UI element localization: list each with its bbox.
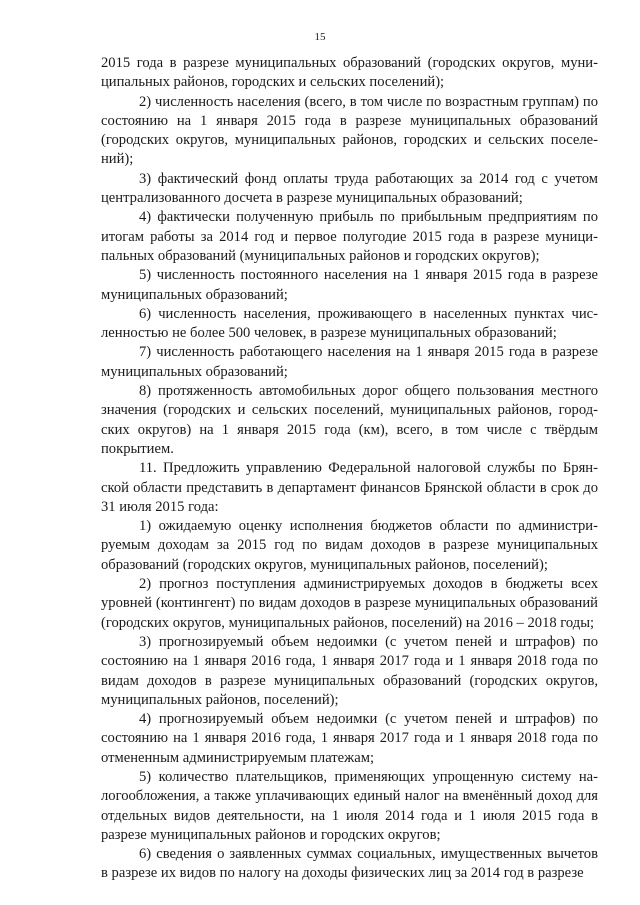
paragraph-section-11-item-4: 4) прогнозируемый объем недоимки (с учетом пеней и штрафов) по состоянию на 1 января 2016 года, 1 января 2017 года и 1 января 2018 года по отмененным администрируемым платежам;	[101, 711, 598, 766]
paragraph-section-11-item-6: 6) сведения о заявленных суммах социальных, имущественных вычетов в разрезе их видов по налогу на доходы физических лиц за 2014 год в разрезе	[101, 846, 598, 882]
paragraph-item-6-small-settlements: 6) численность населения, проживающего в населенных пунктах численностью не более 500 человек, в разрезе муниципальных образований;	[101, 305, 598, 342]
paragraph-section-11-item-3: 3) прогнозируемый объем недоимки (с учетом пеней и штрафов) по состоянию на 1 января 2016 года, 1 января 2017 года и 1 января 2018 года по видам доходов в разрезе муниципальных образований (городских округов, муниципальных районов, поселений);	[101, 633, 598, 708]
paragraph-item-4-profit: 4) фактически полученную прибыль по прибыльным предприятиям по итогам работы за 2014 год и первое полугодие 2015 года в разрезе муниципальных образований (муниципальных районов и городских округов);	[101, 209, 598, 264]
paragraph-item-3-wage-fund: 3) фактический фонд оплаты труда работающих за 2014 год с учетом централизованного досчета в разрезе муниципальных образований;	[101, 170, 598, 207]
paragraph-continuation: 2015 года в разрезе муниципальных образований (городских округов, муниципальных районов, городских и сельских поселений);	[101, 55, 598, 91]
document-body	[101, 54, 598, 884]
paragraph-item-5-permanent-population: 5) численность постоянного населения на 1 января 2015 года в разрезе муниципальных образований;	[101, 267, 598, 303]
page-number: 15	[314, 31, 326, 43]
paragraph-section-11: 11. Предложить управлению Федеральной налоговой службы по Брянской области представить в департамент финансов Брянской области в срок до 31 июля 2015 года:	[101, 460, 598, 515]
paragraph-section-11-item-1: 1) ожидаемую оценку исполнения бюджетов области по администрируемым доходам за 2015 год по видам доходов в разрезе муниципальных образований (городских округов, муниципальных районов, поселений);	[101, 518, 598, 573]
paragraph-item-2-population: 2) численность населения (всего, в том числе по возрастным группам) по состоянию на 1 января 2015 года в разрезе муниципальных образований (городских округов, муниципальных районов, городских и сельских поселений);	[101, 93, 598, 168]
paragraph-item-7-working-population: 7) численность работающего населения на 1 января 2015 года в разрезе муниципальных образований;	[101, 344, 598, 380]
paragraph-item-8-roads: 8) протяженность автомобильных дорог общего пользования местного значения (городских и сельских поселений, муниципальных районов, городских округов) на 1 января 2015 года (км), всего, в том числе с твёрдым покрытием.	[101, 383, 598, 457]
paragraph-section-11-item-2: 2) прогноз поступления администрируемых доходов в бюджеты всех уровней (контингент) по видам доходов в разрезе муниципальных образований (городских округов, муниципальных районов, поселений) на 2016 – 2018 годы;	[101, 576, 598, 631]
paragraph-section-11-item-5: 5) количество плательщиков, применяющих упрощенную систему налогообложения, а также уплачивающих единый налог на вменённый доход для отдельных видов деятельности, на 1 июля 2014 года и 1 июля 2015 года в разрезе муниципальных районов и городских округов;	[101, 768, 598, 843]
